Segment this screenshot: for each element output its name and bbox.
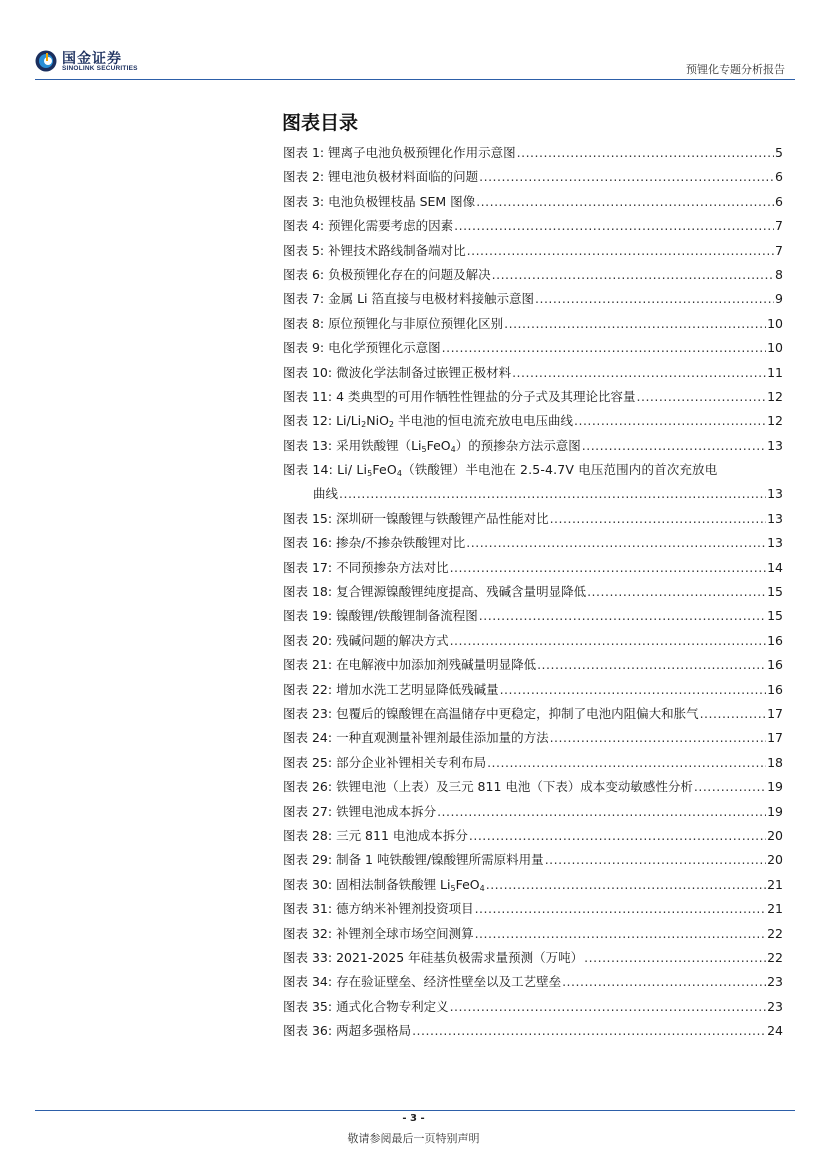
toc-entry[interactable] [283, 875, 783, 899]
toc-entry[interactable] [283, 826, 783, 850]
toc-entry-label: 图表 18: 复合锂源镍酸锂纯度提高、残碱含量明显降低 [283, 584, 587, 600]
toc-entry[interactable] [283, 363, 783, 387]
toc-entry[interactable] [283, 167, 783, 191]
toc-entry-label: 图表 26: 铁锂电池（上表）及三元 811 电池（下表）成本变动敏感性分析 [283, 779, 693, 795]
toc-entry[interactable] [283, 314, 783, 338]
toc-entry[interactable] [283, 509, 783, 533]
toc-entry[interactable] [283, 241, 783, 265]
toc-entry-page: 21 [767, 901, 783, 917]
toc-entry-label: 图表 27: 铁锂电池成本拆分 [283, 803, 437, 819]
toc-entry[interactable] [283, 704, 783, 728]
report-title: 预锂化专题分析报告 [686, 63, 785, 76]
toc-entry-label: 图表 5: 补锂技术路线制备端对比 [283, 242, 466, 258]
toc-leader-dots [486, 877, 766, 892]
toc-leader-dots [517, 145, 774, 160]
toc-leader-dots [574, 413, 766, 428]
toc-entry-label: 图表 4: 预锂化需要考虑的因素 [283, 218, 454, 234]
toc-entry-label: 图表 32: 补锂剂全球市场空间测算 [283, 925, 474, 941]
toc-leader-dots [450, 560, 767, 575]
toc-entry-page: 20 [767, 827, 783, 843]
toc-entry-page: 9 [775, 291, 783, 307]
toc-entry-label: 图表 31: 德方纳米补锂剂投资项目 [283, 901, 474, 917]
toc-entry-page: 20 [767, 852, 783, 868]
toc-leader-dots [479, 169, 774, 184]
toc-entry-page: 19 [767, 779, 783, 795]
toc-entry-label: 图表 10: 微波化学法制备过嵌锂正极材料 [283, 364, 512, 380]
toc-leader-dots [454, 218, 774, 233]
toc-entry-page: 13 [767, 486, 783, 502]
toc-entry-continued[interactable] [313, 484, 783, 508]
toc-entry[interactable] [283, 460, 783, 484]
toc-title: 图表目录 [282, 112, 359, 134]
toc-entry[interactable] [283, 143, 783, 167]
toc-entry[interactable] [283, 216, 783, 240]
toc-entry-label: 图表 28: 三元 811 电池成本拆分 [283, 827, 468, 843]
toc-leader-dots [475, 926, 767, 941]
toc-entry-page: 12 [767, 388, 783, 404]
toc-leader-dots [412, 1023, 766, 1038]
toc-leader-dots [537, 657, 766, 672]
toc-entry-label: 图表 20: 残碱问题的解决方式 [283, 632, 449, 648]
toc-leader-dots [637, 389, 767, 404]
toc-entry-label: 图表 35: 通式化合物专利定义 [283, 998, 449, 1014]
toc-leader-dots [476, 194, 774, 209]
toc-entry-page: 23 [767, 974, 783, 990]
toc-leader-dots [550, 730, 767, 745]
toc-entry-label: 图表 7: 金属 Li 箔直接与电极材料接触示意图 [283, 291, 534, 307]
toc-entry-page: 5 [775, 145, 783, 160]
toc-entry-page: 7 [775, 242, 783, 258]
toc-entry-label: 图表 25: 部分企业补锂相关专利布局 [283, 754, 487, 770]
toc-entry-page: 16 [767, 657, 783, 673]
toc-leader-dots [562, 974, 766, 989]
toc-entry-label: 图表 12: $Li/Li_2NiO_2$ 半电池的恒电流充放电电压曲线 [283, 413, 573, 430]
toc-entry-label: 图表 33: 2021-2025 年硅基负极需求量预测（万吨） [283, 949, 584, 965]
toc-entry-page: 14 [767, 559, 783, 575]
toc-leader-dots [487, 755, 766, 770]
toc-entry-page: 18 [767, 754, 783, 770]
toc-entry[interactable] [283, 948, 783, 972]
toc-leader-dots [469, 828, 766, 843]
toc-leader-dots [339, 486, 766, 501]
toc-entry-page: 10 [767, 315, 783, 331]
toc-entry-page: 23 [767, 998, 783, 1014]
toc-leader-dots [512, 365, 766, 380]
toc-entry-page: 22 [767, 925, 783, 941]
sinolink-logo-icon [35, 50, 57, 72]
toc-entry-page: 17 [767, 705, 783, 721]
toc-entry[interactable] [283, 558, 783, 582]
toc-entry[interactable] [283, 582, 783, 606]
toc-entry-label: 图表 19: 镍酸锂/铁酸锂制备流程图 [283, 608, 478, 624]
logo-text-cn: 国金证券 [62, 51, 122, 67]
toc-entry-page: 10 [767, 340, 783, 356]
toc-leader-dots [479, 608, 766, 623]
toc-entry-label: 图表 21: 在电解液中加添加剂残碱量明显降低 [283, 657, 537, 673]
toc-entry-page: 21 [767, 876, 783, 892]
toc-entry-page: 8 [775, 266, 783, 282]
toc-leader-dots [475, 901, 767, 916]
toc-entry[interactable] [283, 753, 783, 777]
toc-entry[interactable] [283, 192, 783, 216]
toc-entry[interactable] [283, 1021, 783, 1045]
toc-leader-dots [450, 633, 767, 648]
toc-entry-label: 图表 11: 4 类典型的可用作牺牲性锂盐的分子式及其理论比容量 [283, 388, 636, 404]
toc-entry[interactable] [283, 972, 783, 996]
toc-entry-page: 16 [767, 681, 783, 697]
toc-entry-page: 13 [767, 535, 783, 551]
toc-leader-dots [700, 706, 767, 721]
header-divider [35, 79, 795, 80]
toc-entry-label: 图表 15: 深圳研一镍酸锂与铁酸锂产品性能对比 [283, 510, 549, 526]
toc-entry-label: 图表 34: 存在验证壁垒、经济性壁垒以及工艺壁垒 [283, 974, 562, 990]
toc-leader-dots [467, 243, 774, 258]
toc-entry-page: 15 [767, 584, 783, 600]
toc-entry-page: 6 [775, 169, 783, 185]
toc-entry-page: 6 [775, 193, 783, 209]
toc-entry-label: 图表 6: 负极预锂化存在的问题及解决 [283, 266, 491, 282]
toc-leader-dots [466, 535, 766, 550]
toc-entry-label: 图表 22: 增加水洗工艺明显降低残碱量 [283, 681, 499, 697]
table-of-figures [283, 143, 783, 1045]
toc-entry-label: 图表 16: 掺杂/不掺杂铁酸锂对比 [283, 535, 466, 551]
toc-leader-dots [535, 291, 774, 306]
toc-entry-label: 图表 3: 电池负极锂枝晶 SEM 图像 [283, 193, 476, 209]
toc-entry-label: 图表 14: Li/ $Li_5FeO_4$（铁酸锂）半电池在 2.5-4.7V 电压范围内的首次充放电 [283, 462, 718, 479]
toc-leader-dots [437, 804, 766, 819]
toc-entry[interactable] [283, 606, 783, 630]
footer-disclaimer: 敬请参阅最后一页特别声明 [347, 1132, 480, 1145]
toc-entry-page: 17 [767, 730, 783, 746]
toc-entry-page: 11 [767, 364, 783, 380]
toc-entry-page: 19 [767, 803, 783, 819]
toc-leader-dots [450, 999, 767, 1014]
toc-leader-dots [545, 852, 766, 867]
toc-entry-label: 图表 1: 锂离子电池负极预锂化作用示意图 [283, 145, 516, 160]
toc-leader-dots [582, 438, 766, 453]
toc-entry-page: 13 [767, 510, 783, 526]
toc-entry-page: 7 [775, 218, 783, 234]
toc-entry-label: 图表 13: 采用铁酸锂$(Li_5FeO_4)$的预掺杂方法示意图 [283, 437, 581, 454]
toc-entry[interactable] [283, 533, 783, 557]
toc-entry[interactable] [283, 997, 783, 1021]
toc-entry-page: 22 [767, 949, 783, 965]
footer-divider [35, 1110, 795, 1111]
toc-entry-label: 图表 29: 制备 1 吨铁酸锂/镍酸锂所需原料用量 [283, 852, 544, 868]
toc-leader-dots [584, 950, 766, 965]
logo-text-en: SINOLINK SECURITIES [62, 65, 138, 72]
toc-entry[interactable] [283, 850, 783, 874]
toc-entry-label: 图表 36: 两超多强格局 [283, 1023, 412, 1039]
toc-leader-dots [442, 340, 766, 355]
toc-entry[interactable] [283, 411, 783, 435]
toc-entry[interactable] [283, 728, 783, 752]
toc-leader-dots [492, 267, 774, 282]
toc-entry[interactable] [283, 924, 783, 948]
toc-leader-dots [504, 316, 766, 331]
toc-entry[interactable] [283, 655, 783, 679]
toc-entry[interactable] [283, 802, 783, 826]
toc-entry[interactable] [283, 289, 783, 313]
toc-entry-label: 图表 30: 固相法制备铁酸锂 $Li_5FeO_4$ [283, 876, 485, 893]
toc-entry-page: 13 [767, 437, 783, 453]
toc-leader-dots [500, 682, 767, 697]
page-number: - 3 - [402, 1113, 425, 1124]
toc-entry[interactable] [283, 631, 783, 655]
toc-entry-label: 图表 8: 原位预锂化与非原位预锂化区别 [283, 315, 504, 331]
toc-entry[interactable] [283, 338, 783, 362]
toc-entry-label: 图表 17: 不同预掺杂方法对比 [283, 559, 449, 575]
toc-entry-page: 12 [767, 413, 783, 429]
toc-leader-dots [694, 779, 766, 794]
toc-entry-label: 图表 9: 电化学预锂化示意图 [283, 340, 441, 356]
toc-entry[interactable] [283, 265, 783, 289]
toc-entry-label-continued: 曲线 [313, 486, 339, 502]
toc-entry[interactable] [283, 680, 783, 704]
page-header [0, 0, 827, 80]
toc-entry[interactable] [283, 777, 783, 801]
toc-leader-dots [550, 511, 767, 526]
toc-entry[interactable] [283, 436, 783, 460]
toc-entry-page: 16 [767, 632, 783, 648]
toc-entry-label: 图表 24: 一种直观测量补锂剂最佳添加量的方法 [283, 730, 549, 746]
toc-leader-dots [587, 584, 766, 599]
toc-entry-page: 24 [767, 1023, 783, 1039]
toc-entry-label: 图表 23: 包覆后的镍酸锂在高温储存中更稳定，抑制了电池内阻偏大和胀气 [283, 705, 699, 721]
toc-entry[interactable] [283, 387, 783, 411]
toc-entry-label: 图表 2: 锂电池负极材料面临的问题 [283, 169, 479, 185]
toc-entry[interactable] [283, 899, 783, 923]
toc-entry-page: 15 [767, 608, 783, 624]
